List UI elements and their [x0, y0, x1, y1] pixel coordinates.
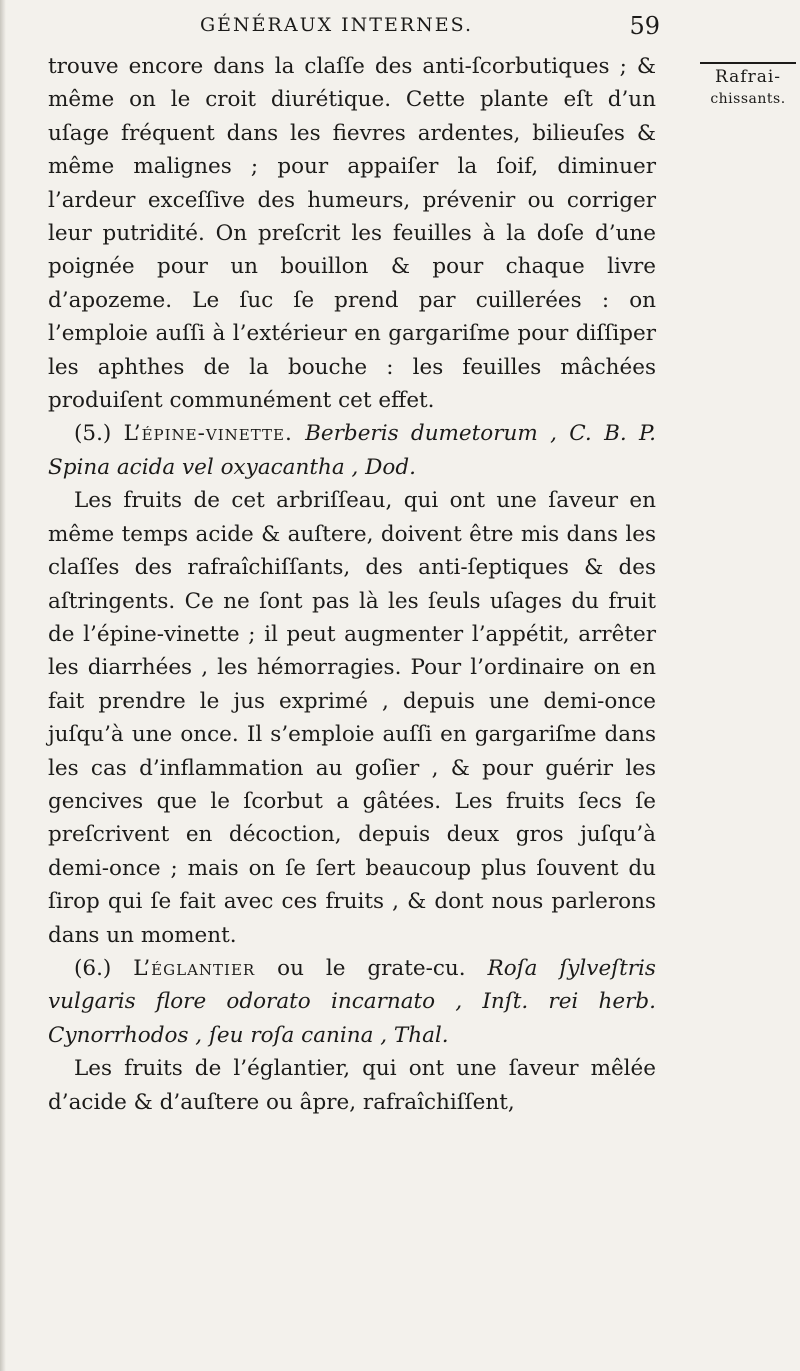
- paragraph-epine-vinette: Les fruits de cet arbriſſeau, qui ont une ſaveur en même temps acide & auſtere, doivent être mis dans les claſſes des rafraîchiſſants, des anti-ſeptiques & des aſtringents. Ce ne ſont pas là les ſeuls uſages du fruit de l’épine-vinette ; il peut augmenter l’appétit, arrêter les diarrhées , les hémorragies. Pour l’ordinaire on en fait prendre le jus exprimé , depuis une demi-once juſqu’à une once. Il s’emploie auſſi en gargariſme dans les cas d’inflammation au goſier , & pour guérir les gencives que le ſcorbut a gâtées. Les fruits ſecs ſe preſcrivent en décoction, depuis deux gros juſqu’à demi-once ; mais on ſe ſert beaucoup plus ſouvent du ſirop qui ſe fait avec ces fruits , & dont nous parlerons dans un moment.: [48, 488, 656, 948]
- paragraph-continuation: trouve encore dans la claſſe des anti-ſcorbutiques ; & même on le croit diurétique. Cette plante eſt d’un uſage fréquent dans les fievres ardentes, bilieuſes & même malignes ; pour appaiſer la ſoif, diminuer l’ardeur exceſſive des humeurs, prévenir ou corriger leur putridité. On preſcrit les feuilles à la doſe d’une poignée pour un bouillon & pour chaque livre d’apozeme. Le ſuc ſe prend par cuillerées : on l’emploie auſſi à l’extérieur en gargariſme pour diſſiper les aphthes de la bouche : les feuilles mâchées produiſent communément cet effet.: [48, 54, 656, 414]
- entry-name: L’églantier: [133, 955, 256, 981]
- entry-heading-epine-vinette: [48, 417, 656, 484]
- margin-note-line2: chissants.: [710, 91, 786, 107]
- margin-note: [700, 62, 796, 110]
- running-title: GÉNÉRAUX INTERNES.: [200, 14, 473, 36]
- page-edge: [0, 0, 6, 1371]
- entry-latin: Berberis dumetorum , C. B. P. Spina acida vel oxyacantha , Dod.: [48, 421, 656, 480]
- paragraph-eglantier: Les fruits de l’églantier, qui ont une ſaveur mêlée d’acide & d’auſtere ou âpre, rafraîchiſſent,: [48, 1056, 656, 1115]
- margin-note-line1: Rafrai-: [714, 67, 782, 87]
- entry-latin: Roſa ſylveſtris vulgaris flore odorato incarnato , Inſt. rei herb. Cynorrhodos , ſeu roſa canina , Thal.: [48, 955, 656, 1048]
- entry-number: (5.): [74, 421, 112, 447]
- body-text: [48, 50, 656, 1119]
- entry-heading-eglantier: [48, 952, 656, 1052]
- entry-common-name: ou le grate-cu.: [277, 955, 466, 981]
- entry-number: (6.): [74, 955, 112, 981]
- entry-name: L’épine-vinette.: [123, 421, 293, 447]
- page-number: 59: [629, 12, 660, 40]
